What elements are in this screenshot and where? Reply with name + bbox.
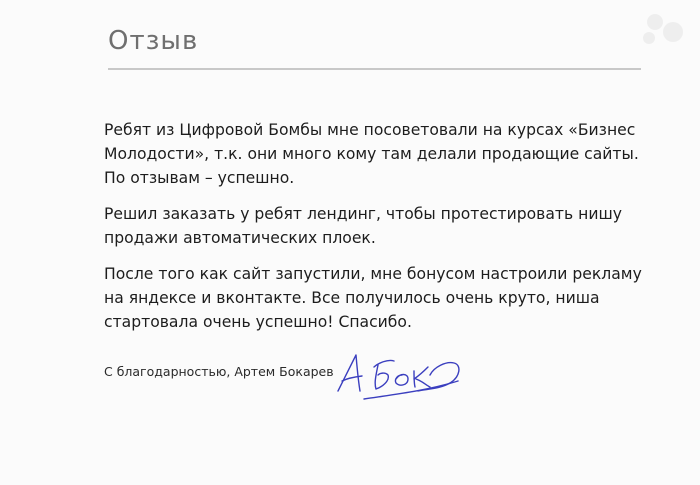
paragraph-2: Решил заказать у ребят лендинг, чтобы протестировать нишу продажи автоматических плоек. — [104, 205, 622, 247]
title-divider — [108, 68, 641, 70]
faint-watermark — [635, 8, 690, 48]
paragraph-1: Ребят из Цифровой Бомбы мне посоветовали на курсах «Бизнес Молодости», т.к. они много кому там делали продающие сайты. По отзывам – успешно. — [104, 121, 639, 187]
paragraph-3: После того как сайт запустили, мне бонусом настроили рекламу на яндексе и вконтакте. Все получилось очень круто, ниша стартовала очень успешно! Спасибо. — [104, 265, 642, 331]
handwritten-signature — [330, 345, 470, 415]
page-title: Отзыв — [108, 26, 199, 56]
closing-signoff: С благодарностью, Артем Бокарев — [104, 364, 334, 379]
letter-body — [104, 118, 649, 346]
